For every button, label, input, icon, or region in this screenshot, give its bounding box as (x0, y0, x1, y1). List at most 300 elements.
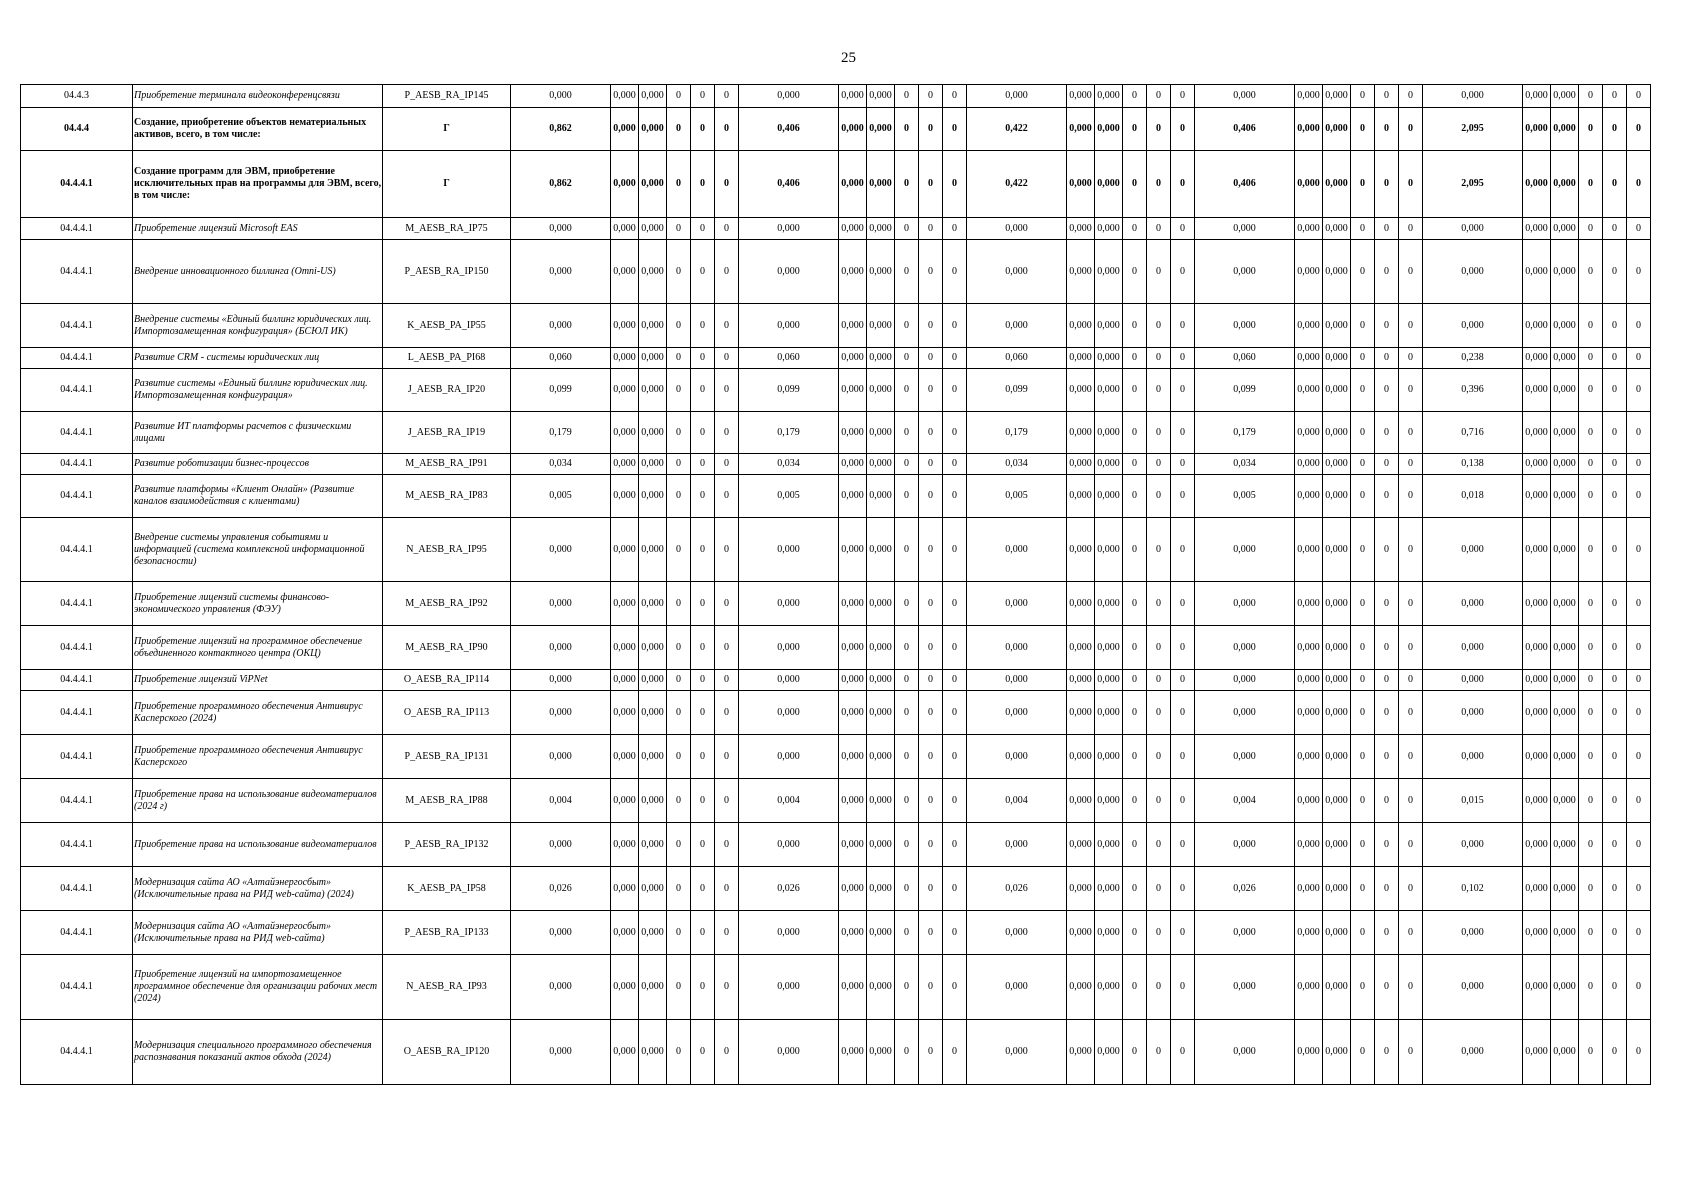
value-cell: 0 (1579, 823, 1603, 867)
value-cell: 0 (1147, 85, 1171, 108)
value-cell: 0,000 (1295, 779, 1323, 823)
value-cell: 0 (1123, 151, 1147, 218)
value-cell: 0 (943, 240, 967, 304)
value-cell: 0,000 (611, 691, 639, 735)
value-cell: 0,000 (867, 735, 895, 779)
value-cell: 0,000 (867, 218, 895, 240)
value-cell: 0 (1171, 412, 1195, 454)
value-cell: 0 (1579, 955, 1603, 1020)
value-cell: 0 (1627, 240, 1651, 304)
value-cell: 0 (691, 369, 715, 412)
value-cell: 0 (895, 108, 919, 151)
value-cell: 0 (1147, 779, 1171, 823)
row-number-cell: 04.4.4.1 (21, 735, 133, 779)
value-cell: 0 (715, 670, 739, 691)
value-cell: 0,000 (1551, 735, 1579, 779)
value-cell: 0 (1123, 823, 1147, 867)
value-cell: 0 (1123, 911, 1147, 955)
value-cell: 0 (919, 240, 943, 304)
value-cell: 0 (1603, 867, 1627, 911)
value-cell: 0,000 (1323, 670, 1351, 691)
value-cell: 0 (943, 369, 967, 412)
value-cell: 0 (1171, 955, 1195, 1020)
value-cell: 0,000 (1423, 304, 1523, 348)
value-cell: 0,000 (1067, 670, 1095, 691)
value-cell: 0,000 (611, 85, 639, 108)
value-cell: 0,000 (1295, 304, 1323, 348)
value-cell: 0 (895, 369, 919, 412)
value-cell: 0 (715, 735, 739, 779)
value-cell: 0,034 (511, 454, 611, 475)
value-cell: 0 (1627, 911, 1651, 955)
value-cell: 0,000 (639, 670, 667, 691)
value-cell: 0,000 (639, 85, 667, 108)
value-cell: 0 (1627, 218, 1651, 240)
table-row (21, 867, 1651, 911)
value-cell: 0 (1171, 735, 1195, 779)
value-cell: 0 (1627, 304, 1651, 348)
value-cell: 0 (1579, 911, 1603, 955)
value-cell: 0,000 (1551, 1020, 1579, 1085)
value-cell: 0,018 (1423, 475, 1523, 518)
value-cell: 0,000 (1095, 670, 1123, 691)
value-cell: 0 (1399, 823, 1423, 867)
value-cell: 0 (1375, 240, 1399, 304)
row-number-cell: 04.4.4.1 (21, 626, 133, 670)
value-cell: 0,000 (1523, 867, 1551, 911)
value-cell: 0,000 (1323, 626, 1351, 670)
value-cell: 0 (1399, 779, 1423, 823)
project-code-cell: J_AESB_RA_IP19 (383, 412, 511, 454)
value-cell: 0 (691, 454, 715, 475)
value-cell: 0,000 (1551, 955, 1579, 1020)
value-cell: 0,000 (867, 108, 895, 151)
value-cell: 0,000 (1423, 626, 1523, 670)
value-cell: 0,000 (1067, 412, 1095, 454)
value-cell: 0 (1579, 626, 1603, 670)
value-cell: 0 (691, 218, 715, 240)
value-cell: 0,026 (511, 867, 611, 911)
value-cell: 0,000 (1195, 582, 1295, 626)
table-row (21, 911, 1651, 955)
value-cell: 0,000 (1067, 304, 1095, 348)
value-cell: 2,095 (1423, 151, 1523, 218)
value-cell: 0,000 (511, 911, 611, 955)
value-cell: 0 (1375, 823, 1399, 867)
value-cell: 0 (1399, 867, 1423, 911)
value-cell: 0,000 (639, 582, 667, 626)
value-cell: 0 (1351, 670, 1375, 691)
value-cell: 0,000 (839, 218, 867, 240)
value-cell: 0 (667, 304, 691, 348)
value-cell: 0,000 (1551, 218, 1579, 240)
value-cell: 0 (1579, 454, 1603, 475)
value-cell: 0,000 (1323, 218, 1351, 240)
value-cell: 0,000 (1095, 454, 1123, 475)
value-cell: 0 (667, 626, 691, 670)
value-cell: 0,000 (611, 454, 639, 475)
value-cell: 0,000 (1295, 108, 1323, 151)
project-code-cell: M_AESB_RA_IP90 (383, 626, 511, 670)
value-cell: 0 (1579, 348, 1603, 369)
value-cell: 0,000 (1295, 823, 1323, 867)
value-cell: 0 (1171, 867, 1195, 911)
value-cell: 0,000 (639, 304, 667, 348)
value-cell: 0,000 (1523, 823, 1551, 867)
value-cell: 0,862 (511, 108, 611, 151)
value-cell: 0 (943, 691, 967, 735)
value-cell: 0,000 (1323, 582, 1351, 626)
value-cell: 0 (667, 735, 691, 779)
row-number-cell: 04.4.4.1 (21, 412, 133, 454)
project-name-cell: Создание программ для ЭВМ, приобретение исключительных прав на программы для ЭВМ, всего, в том числе: (133, 151, 383, 218)
value-cell: 0,000 (639, 412, 667, 454)
value-cell: 0 (919, 108, 943, 151)
value-cell: 0,000 (839, 779, 867, 823)
project-code-cell: L_AESB_PA_PI68 (383, 348, 511, 369)
value-cell: 0,422 (967, 151, 1067, 218)
value-cell: 0 (943, 85, 967, 108)
value-cell: 0 (1603, 911, 1627, 955)
project-name-cell: Развитие роботизации бизнес-процессов (133, 454, 383, 475)
value-cell: 0,000 (1095, 582, 1123, 626)
value-cell: 0,060 (739, 348, 839, 369)
value-cell: 0 (1171, 779, 1195, 823)
value-cell: 0,000 (1323, 1020, 1351, 1085)
value-cell: 0,000 (1095, 151, 1123, 218)
value-cell: 0 (1375, 626, 1399, 670)
value-cell: 0 (1603, 955, 1627, 1020)
project-code-cell: O_AESB_RA_IP114 (383, 670, 511, 691)
value-cell: 0 (1123, 108, 1147, 151)
value-cell: 0 (1603, 85, 1627, 108)
value-cell: 0,406 (739, 151, 839, 218)
value-cell: 0 (1351, 518, 1375, 582)
value-cell: 0,034 (1195, 454, 1295, 475)
value-cell: 0 (1147, 348, 1171, 369)
value-cell: 0,034 (967, 454, 1067, 475)
value-cell: 0,000 (611, 582, 639, 626)
value-cell: 0,000 (1067, 108, 1095, 151)
value-cell: 0 (1375, 911, 1399, 955)
value-cell: 0 (1603, 218, 1627, 240)
project-code-cell: Г (383, 108, 511, 151)
value-cell: 0 (1171, 1020, 1195, 1085)
value-cell: 0 (1147, 369, 1171, 412)
value-cell: 0,026 (1195, 867, 1295, 911)
value-cell: 0 (1579, 518, 1603, 582)
value-cell: 0,000 (1067, 348, 1095, 369)
value-cell: 0,000 (967, 304, 1067, 348)
value-cell: 0,000 (1423, 582, 1523, 626)
value-cell: 0,000 (639, 518, 667, 582)
value-cell: 0,000 (611, 412, 639, 454)
value-cell: 0,000 (1523, 304, 1551, 348)
value-cell: 0 (1627, 412, 1651, 454)
value-cell: 0,000 (839, 475, 867, 518)
value-cell: 0,000 (1295, 1020, 1323, 1085)
value-cell: 0,000 (1323, 412, 1351, 454)
value-cell: 0 (1579, 691, 1603, 735)
project-name-cell: Развитие системы «Единый биллинг юридических лиц. Импортозамещенная конфигурация» (133, 369, 383, 412)
value-cell: 0,000 (839, 735, 867, 779)
value-cell: 0,000 (1067, 240, 1095, 304)
project-code-cell: P_AESB_RA_IP150 (383, 240, 511, 304)
value-cell: 0,000 (1067, 867, 1095, 911)
value-cell: 0 (1399, 348, 1423, 369)
value-cell: 0 (667, 955, 691, 1020)
value-cell: 0 (1627, 369, 1651, 412)
value-cell: 0 (715, 475, 739, 518)
value-cell: 0,099 (739, 369, 839, 412)
value-cell: 0,000 (1323, 475, 1351, 518)
value-cell: 0,406 (1195, 108, 1295, 151)
value-cell: 0,000 (739, 1020, 839, 1085)
project-code-cell: O_AESB_RA_IP120 (383, 1020, 511, 1085)
value-cell: 0 (1123, 304, 1147, 348)
project-code-cell: O_AESB_RA_IP113 (383, 691, 511, 735)
value-cell: 0,099 (1195, 369, 1295, 412)
value-cell: 0,000 (1067, 735, 1095, 779)
value-cell: 0,000 (867, 582, 895, 626)
value-cell: 0 (691, 85, 715, 108)
value-cell: 0 (1123, 1020, 1147, 1085)
project-name-cell: Приобретение права на использование видеоматериалов (2024 г) (133, 779, 383, 823)
value-cell: 0,000 (611, 955, 639, 1020)
value-cell: 0,000 (739, 626, 839, 670)
value-cell: 0 (1579, 475, 1603, 518)
value-cell: 0,000 (1095, 1020, 1123, 1085)
value-cell: 0 (1399, 454, 1423, 475)
value-cell: 0 (895, 823, 919, 867)
value-cell: 0,179 (739, 412, 839, 454)
value-cell: 0 (1603, 691, 1627, 735)
value-cell: 0 (1123, 240, 1147, 304)
value-cell: 0,000 (1523, 779, 1551, 823)
value-cell: 0,004 (1195, 779, 1295, 823)
value-cell: 0 (943, 151, 967, 218)
value-cell: 0,000 (1523, 108, 1551, 151)
value-cell: 0,000 (1523, 1020, 1551, 1085)
value-cell: 0,000 (1295, 454, 1323, 475)
value-cell: 0 (943, 412, 967, 454)
value-cell: 0,000 (1195, 85, 1295, 108)
value-cell: 0,000 (1095, 867, 1123, 911)
value-cell: 0,000 (1323, 369, 1351, 412)
value-cell: 0 (1147, 304, 1171, 348)
value-cell: 0 (895, 518, 919, 582)
value-cell: 0 (1171, 911, 1195, 955)
value-cell: 0,000 (611, 1020, 639, 1085)
value-cell: 0 (895, 670, 919, 691)
value-cell: 0,000 (639, 955, 667, 1020)
value-cell: 0 (895, 626, 919, 670)
value-cell: 0 (1171, 626, 1195, 670)
value-cell: 0 (1147, 240, 1171, 304)
value-cell: 0,000 (611, 735, 639, 779)
value-cell: 0,000 (1551, 369, 1579, 412)
value-cell: 0 (1147, 475, 1171, 518)
value-cell: 0,000 (839, 1020, 867, 1085)
value-cell: 0,060 (1195, 348, 1295, 369)
value-cell: 0,000 (639, 108, 667, 151)
value-cell: 0,000 (1551, 823, 1579, 867)
value-cell: 0 (1147, 518, 1171, 582)
value-cell: 0 (715, 348, 739, 369)
table-row (21, 582, 1651, 626)
value-cell: 0 (667, 518, 691, 582)
value-cell: 0 (1375, 151, 1399, 218)
value-cell: 0 (1579, 240, 1603, 304)
value-cell: 0,000 (967, 691, 1067, 735)
value-cell: 0 (1351, 85, 1375, 108)
value-cell: 0,000 (611, 108, 639, 151)
value-cell: 0 (1171, 108, 1195, 151)
value-cell: 0,000 (1067, 1020, 1095, 1085)
table-row (21, 348, 1651, 369)
value-cell: 0,000 (1551, 779, 1579, 823)
value-cell: 0,000 (511, 691, 611, 735)
value-cell: 0 (1171, 454, 1195, 475)
value-cell: 0 (667, 85, 691, 108)
value-cell: 0,000 (1323, 85, 1351, 108)
value-cell: 0,000 (611, 626, 639, 670)
value-cell: 0,000 (1423, 691, 1523, 735)
value-cell: 0 (1351, 218, 1375, 240)
value-cell: 0 (1351, 151, 1375, 218)
value-cell: 0 (1351, 911, 1375, 955)
value-cell: 0,000 (639, 454, 667, 475)
value-cell: 0,000 (1295, 240, 1323, 304)
value-cell: 0 (919, 454, 943, 475)
value-cell: 0,000 (1423, 240, 1523, 304)
project-name-cell: Развитие платформы «Клиент Онлайн» (Развитие каналов взаимодействия с клиентами) (133, 475, 383, 518)
value-cell: 0,000 (1423, 518, 1523, 582)
value-cell: 0,000 (1551, 670, 1579, 691)
row-number-cell: 04.4.4.1 (21, 691, 133, 735)
value-cell: 0,000 (639, 691, 667, 735)
value-cell: 0,000 (611, 348, 639, 369)
value-cell: 0 (667, 867, 691, 911)
value-cell: 0 (1375, 867, 1399, 911)
value-cell: 0,000 (511, 582, 611, 626)
page-number: 25 (841, 50, 856, 66)
value-cell: 0 (943, 582, 967, 626)
value-cell: 0,000 (1523, 85, 1551, 108)
value-cell: 0 (1627, 475, 1651, 518)
value-cell: 0 (919, 670, 943, 691)
value-cell: 0 (1627, 670, 1651, 691)
value-cell: 0,000 (611, 304, 639, 348)
value-cell: 0 (943, 955, 967, 1020)
value-cell: 0 (919, 369, 943, 412)
value-cell: 0,000 (867, 85, 895, 108)
value-cell: 0,000 (611, 240, 639, 304)
value-cell: 0,000 (1067, 475, 1095, 518)
value-cell: 0,000 (611, 867, 639, 911)
value-cell: 0 (1147, 218, 1171, 240)
value-cell: 0 (1399, 670, 1423, 691)
table-row (21, 626, 1651, 670)
value-cell: 0 (1579, 108, 1603, 151)
value-cell: 0 (1603, 240, 1627, 304)
value-cell: 0 (1603, 151, 1627, 218)
value-cell: 0,000 (839, 823, 867, 867)
value-cell: 0,000 (611, 151, 639, 218)
value-cell: 0 (1147, 582, 1171, 626)
value-cell: 0 (919, 626, 943, 670)
value-cell: 0,000 (1323, 240, 1351, 304)
row-number-cell: 04.4.4.1 (21, 779, 133, 823)
value-cell: 0,000 (639, 626, 667, 670)
table-row (21, 1020, 1651, 1085)
value-cell: 0 (1627, 823, 1651, 867)
value-cell: 0 (943, 867, 967, 911)
row-number-cell: 04.4.4.1 (21, 955, 133, 1020)
value-cell: 0,000 (1523, 518, 1551, 582)
project-code-cell: K_AESB_PA_IP55 (383, 304, 511, 348)
value-cell: 0,000 (639, 218, 667, 240)
value-cell: 0,000 (1423, 955, 1523, 1020)
value-cell: 0,099 (511, 369, 611, 412)
value-cell: 0,000 (1295, 412, 1323, 454)
value-cell: 0,000 (1195, 626, 1295, 670)
value-cell: 0,099 (967, 369, 1067, 412)
value-cell: 0,000 (1195, 691, 1295, 735)
project-name-cell: Приобретение программного обеспечения Антивирус Касперского (133, 735, 383, 779)
project-name-cell: Создание, приобретение объектов нематериальных активов, всего, в том числе: (133, 108, 383, 151)
value-cell: 0 (919, 823, 943, 867)
value-cell: 0 (691, 304, 715, 348)
value-cell: 0,000 (1323, 691, 1351, 735)
value-cell: 0 (1579, 779, 1603, 823)
value-cell: 0 (919, 779, 943, 823)
project-code-cell: Г (383, 151, 511, 218)
project-name-cell: Приобретение лицензий системы финансово-экономического управления (ФЭУ) (133, 582, 383, 626)
value-cell: 0,000 (1067, 518, 1095, 582)
value-cell: 0 (1399, 626, 1423, 670)
row-number-cell: 04.4.4.1 (21, 582, 133, 626)
value-cell: 0,000 (867, 691, 895, 735)
value-cell: 0 (667, 670, 691, 691)
value-cell: 0 (1579, 582, 1603, 626)
value-cell: 0,000 (1423, 911, 1523, 955)
value-cell: 0,000 (639, 151, 667, 218)
value-cell: 0,000 (1523, 348, 1551, 369)
value-cell: 0,000 (1067, 151, 1095, 218)
value-cell: 0 (1123, 955, 1147, 1020)
value-cell: 0 (1375, 779, 1399, 823)
value-cell: 0,000 (1195, 735, 1295, 779)
value-cell: 0 (895, 735, 919, 779)
value-cell: 0 (1399, 911, 1423, 955)
project-code-cell: M_AESB_RA_IP91 (383, 454, 511, 475)
value-cell: 0 (1123, 218, 1147, 240)
value-cell: 0,000 (867, 240, 895, 304)
value-cell: 0 (895, 779, 919, 823)
row-number-cell: 04.4.4.1 (21, 348, 133, 369)
value-cell: 0 (1147, 911, 1171, 955)
value-cell: 0,000 (1095, 108, 1123, 151)
value-cell: 0,000 (639, 867, 667, 911)
value-cell: 0 (1351, 108, 1375, 151)
value-cell: 0 (667, 412, 691, 454)
value-cell: 0 (1171, 823, 1195, 867)
value-cell: 0,000 (867, 412, 895, 454)
value-cell: 0 (1147, 867, 1171, 911)
value-cell: 0 (919, 911, 943, 955)
value-cell: 0,000 (1195, 911, 1295, 955)
